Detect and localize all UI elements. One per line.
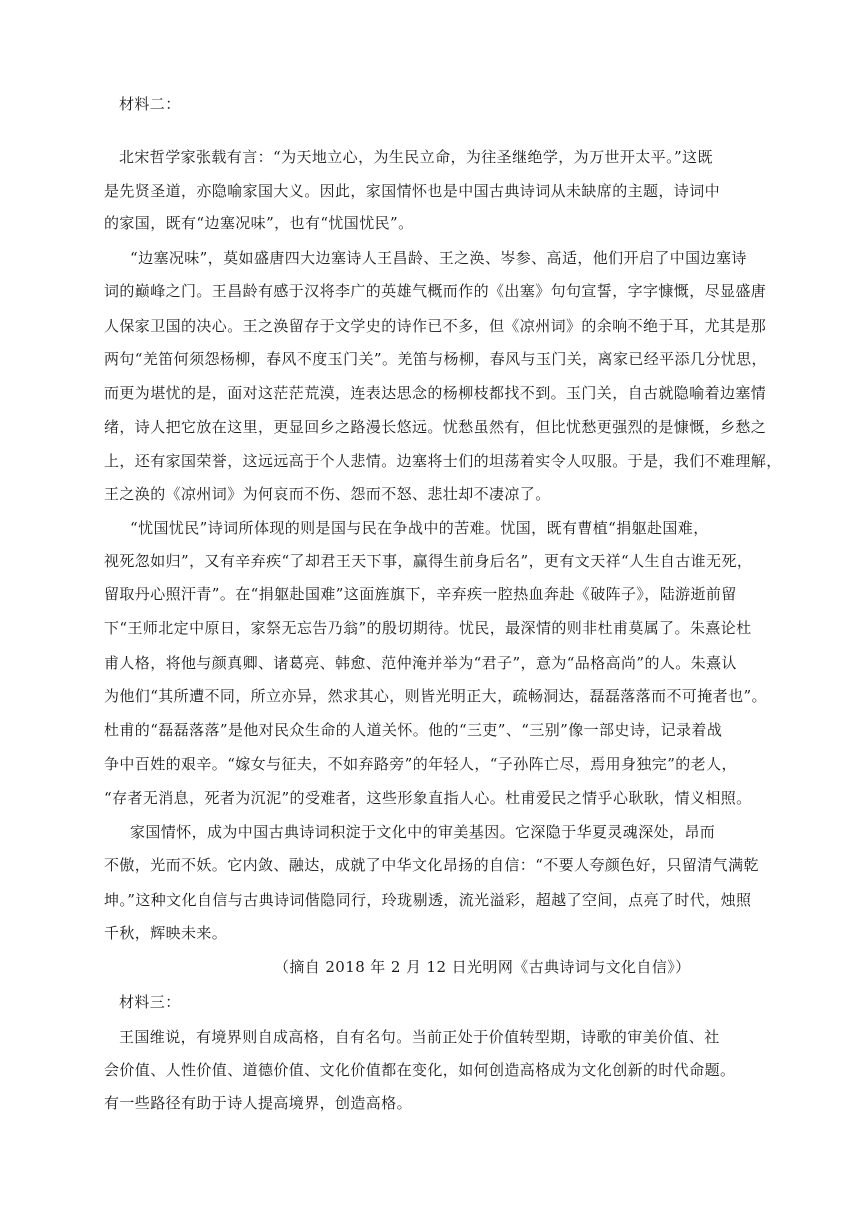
section-2-paragraph-2-line-1: “边塞况味”，莫如盛唐四大边塞诗人王昌龄、王之涣、岑参、高适，他们开启了中国边塞诗	[130, 249, 747, 267]
section-3-paragraph-1-line-3: 有一些路径有助于诗人提高境界，创造高格。	[104, 1094, 413, 1112]
section-3-paragraph-1-line-2: 会价值、人性价值、道德价值、文化价值都在变化，如何创造高格成为文化创新的时代命题。	[104, 1061, 736, 1079]
section-2-paragraph-1-line-3: 的家国，既有“边塞况味”，也有“忧国忧民”。	[104, 214, 414, 232]
section-2-paragraph-4-line-1: 家国情怀，成为中国古典诗词积淀于文化中的审美基因。它深隐于华夏灵魂深处，昂而	[130, 823, 716, 841]
section-2-paragraph-2-line-6: 绪，诗人把它放在这里，更显回乡之路漫长悠远。忧愁虽然有，但比忧愁更强烈的是慷慨，乡愁之	[104, 418, 767, 436]
section-2-paragraph-1-line-1: 北宋哲学家张载有言：“为天地立心，为生民立命，为往圣继绝学，为万世开太平。”这既	[119, 148, 713, 166]
section-2-paragraph-2-line-4: 两句“羌笛何须怨杨柳，春风不度玉门关”。羌笛与杨柳，春风与玉门关，离家已经平添几分忧思，	[104, 350, 767, 368]
section-2-paragraph-3-line-8: 争中百姓的艰辛。“嫁女与征夫，不如弃路旁”的年轻人，“子孙阵亡尽，焉用身独完”的老人，	[104, 755, 737, 773]
section-2-paragraph-2-line-2: 词的巅峰之门。王昌龄有感于汉将李广的英雄气概而作的《出塞》句句宣誓，字字慷慨，尽显盛唐	[104, 282, 767, 300]
section-2-paragraph-3-line-7: 杜甫的“磊磊落落”是他对民众生命的人道关怀。他的“三吏”、“三别”像一部史诗，记录着战	[104, 721, 723, 739]
section-2-paragraph-2-line-3: 人保家卫国的决心。王之涣留存于文学史的诗作已不多，但《凉州词》的余响不绝于耳，尤其是那	[104, 317, 767, 335]
section-3-heading: 材料三：	[119, 993, 181, 1011]
section-2-paragraph-3-line-9: “存者无消息，死者为沉泥”的受难者，这些形象直指人心。杜甫爱民之情乎心耿耿，情义相照。	[104, 789, 752, 807]
section-2-paragraph-3-line-1: “忧国忧民”诗词所体现的则是国与民在争战中的苦难。忧国，既有曹植“捐躯赴国难，	[130, 519, 709, 537]
section-2-paragraph-1-line-2: 是先贤圣道，亦隐喻家国大义。因此，家国情怀也是中国古典诗词从未缺席的主题，诗词中	[104, 182, 721, 200]
section-2-paragraph-4-line-2: 不傲，光而不妖。它内敛、融达，成就了中华文化昂扬的自信：“不要人夸颜色好，只留清气满乾	[104, 856, 759, 874]
section-2-paragraph-3-line-3: 留取丹心照汗青”。在“捐躯赴国难”这面旌旗下，辛弃疾一腔热血奔赴《破阵子》，陆游逝前留	[104, 585, 737, 603]
section-2-paragraph-2-line-5: 而更为堪忧的是，面对这茫茫荒漠，连表达思念的杨柳枝都找不到。玉门关，自古就隐喻着边塞情	[104, 384, 767, 402]
section-2-paragraph-2-line-8: 王之涣的《凉州词》为何哀而不伤、怨而不怒、悲壮却不凄凉了。	[104, 485, 551, 503]
section-2-paragraph-2-line-7: 上，还有家国荣誉，这远远高于个人悲情。边塞将士们的坦荡着实令人叹服。于是，我们不难理解，	[104, 452, 782, 470]
section-2-paragraph-4-line-3: 坤。”这种文化自信与古典诗词偕隐同行，玲珑剔透，流光溢彩，超越了空间，点亮了时代，烛照	[104, 891, 752, 909]
section-2-heading: 材料二：	[119, 95, 181, 113]
section-2-paragraph-3-line-6: 为他们“其所遭不同，所立亦异，然求其心，则皆光明正大，疏畅洞达，磊磊落落而不可掩者也”。	[104, 687, 767, 705]
section-3-paragraph-1-line-1: 王国维说，有境界则自成高格，自有名句。当前正处于价值转型期，诗歌的审美价值、社	[119, 1028, 720, 1046]
section-2-paragraph-3-line-4: 下“王师北定中原日，家祭无忘告乃翁”的殷切期待。忧民，最深情的则非杜甫莫属了。朱熹论杜	[104, 619, 752, 637]
source-citation: （摘自 2018 年 2 月 12 日光明网《古典诗词与文化自信》）	[274, 958, 691, 976]
section-2-paragraph-3-line-2: 视死忽如归”，又有辛弃疾“了却君王天下事，赢得生前身后名”，更有文天祥“人生自古谁无死，	[104, 552, 753, 570]
section-2-paragraph-3-line-5: 甫人格，将他与颜真卿、诸葛亮、韩愈、范仲淹并举为“君子”，意为“品格高尚”的人。朱熹认	[104, 654, 737, 672]
section-2-paragraph-4-line-4: 千秋，辉映未来。	[104, 924, 228, 942]
